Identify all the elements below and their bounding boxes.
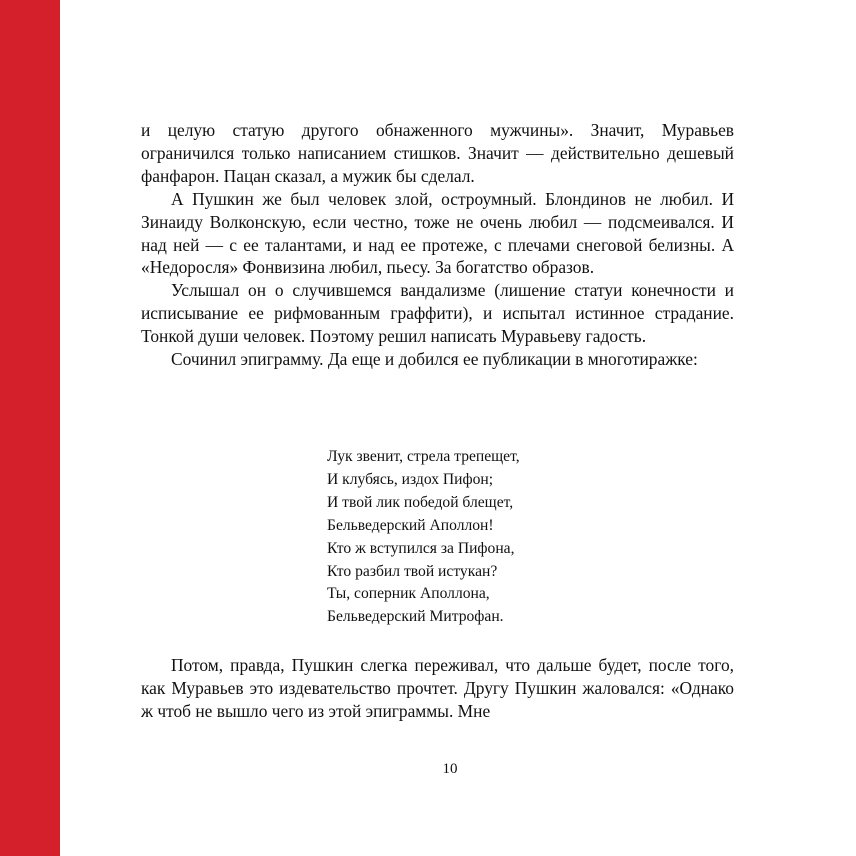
poem-line: И клубясь, издох Пифон; — [327, 470, 494, 488]
main-text — [141, 119, 734, 371]
poem-line: И твой лик победой блещет, — [327, 493, 514, 511]
paragraph-1: и целую статую другого обнаженного мужчины». Значит, Муравьев ограничился только написанием стишков. Значит — действительно дешевый фанфарон. Пацан сказал, а мужик бы сделал. — [141, 120, 734, 186]
text-after-poem — [141, 654, 734, 723]
paragraph-4: Сочинил эпиграмму. Да еще и добился ее публикации в многотиражке: — [171, 349, 698, 370]
epigram-poem — [327, 446, 520, 629]
poem-line: Бельведерский Аполлон! — [327, 516, 494, 534]
paragraph-2: А Пушкин же был человек злой, остроумный. Блондинов не любил. И Зинаиду Волконскую, если честно, тоже не очень любил — подсмеивался. И над ней — с ее талантами, и над ее протеже, с плечами снеговой белизны. А «Недоросля» Фонвизина любил, пьесу. За богатство образов. — [141, 188, 734, 278]
paragraph-3: Услышал он о случившемся вандализме (лишение статуи конечности и исписывание ее рифмованным граффити), и испытал истинное страдание. Тонкой души человек. Поэтому решил написать Муравьеву гадость. — [141, 280, 734, 347]
poem-line: Ты, соперник Аполлона, — [327, 585, 490, 603]
poem-line: Лук звенит, стрела трепещет, — [327, 448, 520, 465]
page-number: 10 — [442, 761, 458, 777]
poem-line: Кто ж вступился за Пифона, — [327, 539, 515, 557]
poem-line: Кто разбил твой истукан? — [327, 562, 498, 580]
poem-line: Бельведерский Митрофан. — [327, 608, 504, 626]
paragraph-5: Потом, правда, Пушкин слегка переживал, что дальше будет, после того, как Муравьев это издевательство прочтет. Другу Пушкин жаловался: «Однако ж чтоб не вышло чего из этой эпиграммы. Мне — [141, 655, 734, 721]
red-edge-band — [0, 0, 60, 856]
